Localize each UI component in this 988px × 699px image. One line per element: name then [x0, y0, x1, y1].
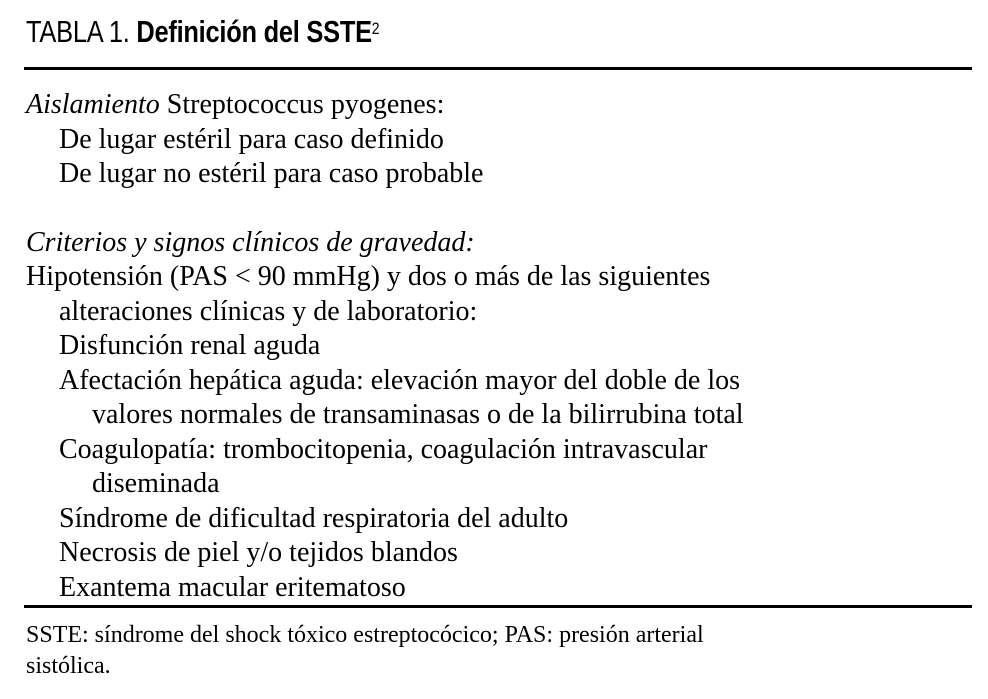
table-heading: Definición del SSTE [136, 14, 372, 49]
isolation-heading [26, 88, 971, 123]
reference-superscript: 2 [371, 19, 380, 38]
criteria-item-respiratory: Síndrome de dificultad respiratoria del adulto [59, 502, 569, 534]
table-title [26, 12, 379, 52]
top-rule [24, 67, 972, 70]
section-gap [26, 192, 971, 226]
criteria-item-renal: Disfunción renal aguda [59, 330, 321, 361]
footnote-line-2: sistólica. [26, 653, 111, 679]
criteria-intro-line-2: alteraciones clínicas y de laboratorio: [59, 295, 478, 327]
criteria-item-hepatic: Afectación hepática aguda: elevación mayor del doble de los [59, 364, 741, 396]
table-number: TABLA 1. [26, 14, 130, 49]
criteria-item-coagulopathy-continued: diseminada [92, 468, 220, 499]
criteria-heading: Criterios y signos clínicos de gravedad: [26, 226, 475, 258]
criteria-item-exanthem: Exantema macular eritematoso [59, 571, 406, 603]
isolation-label: Aislamiento [26, 89, 160, 120]
criteria-intro-line-1: Hipotensión (PAS < 90 mmHg) y dos o más de las siguientes [26, 261, 711, 292]
isolation-item-probable: De lugar no estéril para caso probable [59, 158, 484, 189]
criteria-item-hepatic-continued: valores normales de transaminasas o de la bilirrubina total [92, 399, 744, 430]
isolation-item-definite: De lugar estéril para caso definido [59, 123, 444, 155]
footnote-line-1: SSTE: síndrome del shock tóxico estreptocócico; PAS: presión arterial [26, 622, 704, 648]
criteria-item-necrosis: Necrosis de piel y/o tejidos blandos [59, 537, 458, 568]
table-footnote [26, 620, 971, 682]
bottom-rule [24, 605, 972, 608]
table-body [26, 88, 971, 605]
criteria-item-coagulopathy: Coagulopatía: trombocitopenia, coagulación intravascular [59, 433, 708, 465]
isolation-organism: Streptococcus pyogenes: [159, 89, 445, 120]
